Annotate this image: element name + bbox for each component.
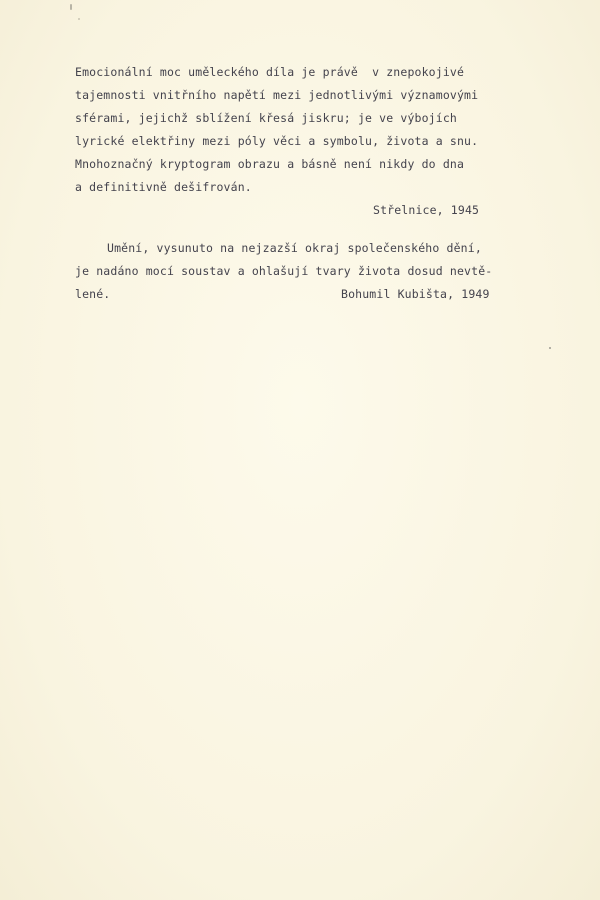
paper-speck [78,18,80,20]
quote-1-line-3: sférami, jejichž sblížení křesá jiskru; je ve výbojích [75,111,457,125]
quote-1-attribution: Střelnice, 1945 [373,203,480,217]
quote-2-line-1: Umění, vysunuto na nejzazší okraj společenského dění, [107,241,482,255]
paper-speck [549,347,551,349]
quote-1-line-5: Mnohoznačný kryptogram obrazu a básně není nikdy do dna [75,157,465,171]
quote-2-attribution: Bohumil Kubišta, 1949 [341,287,490,301]
quote-2-line-2: je nadáno mocí soustav a ohlašují tvary života dosud nevtě- [75,264,493,278]
quote-1-line-1: Emocionální moc uměleckého díla je právě v znepokojivé [75,65,465,79]
quote-1-line-2: tajemnosti vnitřního napětí mezi jednotlivými významovými [75,88,479,102]
quote-1-line-6: a definitivně dešifrován. [75,180,252,194]
quote-2-line-3: lené. [75,287,111,301]
paper-speck [70,4,72,10]
quote-1-line-4: lyrické elektřiny mezi póly věci a symbolu, života a snu. [75,134,479,148]
